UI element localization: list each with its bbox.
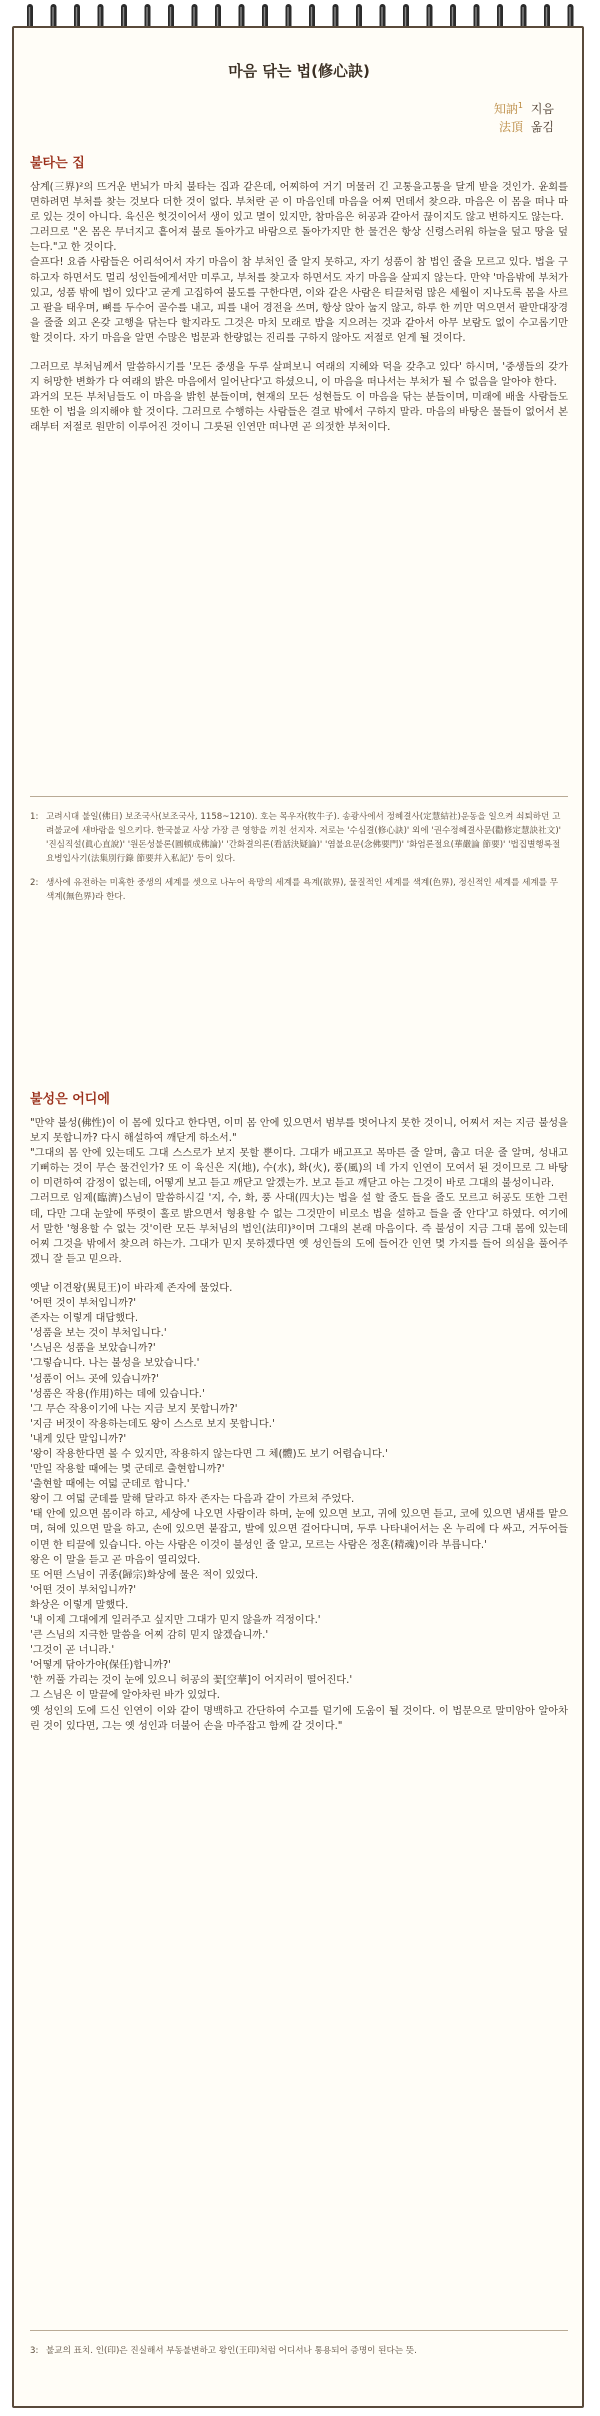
footnote-text: 생사에 유전하는 미혹한 중생의 세계를 셋으로 나누어 육망의 세계를 욕계(欲界), 물질적인 세계를 색계(色界), 정신적인 세계를 세계를 무색계(無色界)라 한다. — [46, 878, 559, 902]
translator-credit — [499, 118, 554, 135]
binding-ring-highlight — [146, 7, 147, 27]
page-title: 마음 닦는 법(修心訣) — [228, 62, 370, 80]
section-heading-burning-house: 불타는 집 — [30, 156, 85, 171]
paragraph: '어떤 것이 부처입니까?' — [30, 1584, 137, 1596]
paragraph: 그러므로 "온 몸은 무너지고 흩어져 불로 돌아가고 바람으로 돌아가지만 한 물건은 항상 신령스러워 하늘을 덮고 땅을 덮는다."고 한 것이다. — [30, 227, 568, 254]
paragraph: '내게 있단 말입니까?' — [30, 1433, 127, 1445]
paragraph: '한 꺼풀 가리는 것이 눈에 있으니 허공의 꽃[空華]이 어지러이 떨어진다.' — [30, 1675, 353, 1687]
paragraph: "만약 불성(佛性)이 이 몸에 있다고 한다면, 이미 몸 안에 있으면서 범부를 벗어나지 못한 것이니, 어찌서 저는 지금 불성을 보지 못합니까? 다시 해설하여 깨닫게 하소서." — [30, 1118, 568, 1145]
binding-ring-highlight — [546, 7, 547, 27]
binding-ring-highlight — [499, 7, 500, 27]
paragraph: 옛날 이견왕(異見王)이 바라제 존자에 물었다. — [30, 1282, 233, 1294]
paragraph: "그대의 몸 안에 있는데도 그대 스스로가 보지 못할 뿐이다. 그대가 배고프고 목마른 줄 알며, 춥고 더운 줄 알며, 성내고 기뻐하는 것이 무슨 물건인가? 또 이 육신은 지(地), 수(水), 화(火), 풍(風)의 네 가지 인연이 모여서 된 것이므로 그 바탕이 미련하여 감정이 없는데, 어떻게 보고 듣고 깨닫고 알겠는가. 보고 듣고 깨닫고 아는 그것이 바로 그대의 불성이니라. — [30, 1148, 568, 1190]
paragraph: '어떤 것이 부처입니까?' — [30, 1298, 137, 1310]
paragraph: 그러므로 부처님께서 말씀하시기를 '모든 중생을 두루 살펴보니 여래의 지혜와 덕을 갖추고 있다' 하시며, '중생들의 갖가지 허망한 변화가 다 여래의 밝은 마음에서 일어난다'고 하셨으니, 이 마음을 떠나서는 부처가 될 수 없음을 알아야 한다. — [30, 362, 568, 389]
author-credit — [494, 100, 554, 117]
paragraph: '출현할 때에는 여덟 군데로 합니다.' — [30, 1479, 190, 1491]
translator-role: 옮김 — [530, 120, 554, 134]
binding-ring-highlight — [264, 7, 265, 27]
footnote-number: 3: — [30, 2346, 39, 2356]
translator-name-hanja: 法頂 — [498, 120, 523, 134]
paragraph: 화상은 이렇게 말했다. — [30, 1599, 129, 1611]
footnote-number: 2: — [30, 878, 39, 888]
section-body-burning-house — [30, 180, 568, 436]
binding-ring-highlight — [170, 7, 171, 27]
paragraph: '지금 버젓이 작용하는데도 왕이 스스로 보지 못합니다.' — [30, 1418, 275, 1430]
paragraph: '성품을 보는 것이 부처입니다.' — [30, 1328, 167, 1340]
author-name-hanja: 知訥$^1$ — [493, 101, 523, 116]
document-page — [12, 26, 584, 2408]
paragraph: '태 안에 있으면 몸이라 하고, 세상에 나오면 사람이라 하며, 눈에 있으면 보고, 귀에 있으면 듣고, 코에 있으면 냄새를 맡으며, 혀에 있으면 말을 하고, 손에 있으면 붙잡고, 발에 있으면 걸어다니며, 두루 나타내어서는 온 누리에 다 싸고, 거두어들이면 한 티끌에 있습니다. 아는 사람은 이것이 불성인 줄 알고, 모르는 사람은 정혼(精魂)이라 부릅니다.' — [30, 1509, 568, 1551]
footnote — [30, 810, 568, 866]
footnote-text: 불교의 표치. 인(印)은 진실해서 부동불변하고 왕인(王印)처럼 어디서나 통용되어 증명이 된다는 뜻. — [46, 2346, 417, 2356]
binding-ring-highlight — [334, 7, 335, 27]
binding-ring-highlight — [452, 7, 453, 27]
binding-ring-highlight — [287, 7, 288, 27]
paragraph: '성품은 작용(作用)하는 데에 있습니다.' — [30, 1388, 205, 1400]
paragraph: 삼계(三界)²의 뜨거운 번뇌가 마치 불타는 집과 같은데, 어찌하여 거기 머물러 긴 고통을고통을 달게 받을 것인가. 윤회를 면하려면 부처를 찾는 것보다 더한 것이 없다. 부처란 곧 이 마음인데 마음을 어찌 먼데서 찾으랴. 마음은 이 몸을 떠나 따로 있는 것이 아니다. 육신은 헛것이어서 생이 있고 멸이 있지만, 참마음은 허공과 같아서 끊이지도 않고 변하지도 않는다. — [30, 182, 568, 224]
paragraph: '어떻게 닦아가야(保任)합니까?' — [30, 1660, 171, 1672]
section-body-buddha-nature — [30, 1116, 568, 1734]
binding-ring-highlight — [52, 7, 53, 27]
paragraph: 그 스님은 이 말끝에 알아차린 바가 있었다. — [30, 1690, 220, 1702]
paragraph: '왕이 작용한다면 볼 수 있지만, 작용하지 않는다면 그 체(體)도 보기 어렵습니다.' — [30, 1448, 388, 1460]
paragraph: '그것이 곧 너니라.' — [30, 1645, 115, 1657]
binding-ring-highlight — [522, 7, 523, 27]
paragraph: 옛 성인의 도에 드신 인연이 이와 같이 명백하고 간단하여 수고를 덜기에 도움이 될 것이다. 이 법문으로 말미암아 알아차린 것이 있다면, 그는 옛 성인과 더불어 손을 마주잡고 함께 갈 것이다." — [30, 1705, 568, 1732]
paragraph: 왕이 그 여덟 군데를 말해 달라고 하자 존자는 다음과 같이 가르쳐 주었다. — [30, 1494, 355, 1506]
binding-ring-highlight — [405, 7, 406, 27]
binding-ring-highlight — [240, 7, 241, 27]
paragraph: '그렇습니다. 나는 불성을 보았습니다.' — [30, 1358, 200, 1370]
paragraph: 그러므로 임제(臨濟)스님이 말씀하시길 '지, 수, 화, 풍 사대(四大)는 법을 설 할 줄도 들을 줄도 모르고 허공도 또한 그런데, 다만 그대 눈앞에 뚜렷이 홀로 밝으면서 형용할 수 없는 그것만이 비로소 법을 설하고 들을 줄 안다'고 하였다. 여기에서 말한 '형용할 수 없는 것'이란 모든 부처님의 법인(法印)³이며 그대의 본래 마음이다. 즉 불성이 지금 그대 몸에 있는데 어찌 그것을 밖에서 찾으려 하는가. 그대가 믿지 못하겠다면 옛 성인들의 도에 들어간 인연 몇 가지를 들어 의심을 풀어주겠니 잘 듣고 믿으라. — [30, 1193, 568, 1265]
binding-ring-highlight — [569, 7, 570, 27]
paragraph: 존자는 이렇게 대답했다. — [30, 1313, 139, 1325]
paragraph: 슬프다! 요즘 사람들은 어리석어서 자기 마음이 참 부처인 줄 알지 못하고, 자기 성품이 참 법인 줄을 모르고 있다. 법을 구하고자 하면서도 멀리 성인들에게서만 미루고, 부처를 찾고자 하면서도 자기 마음을 살피지 않는다. 만약 '마음밖에 부처가 있고, 성품 밖에 법이 있다'고 굳게 고집하여 불도를 구한다면, 이와 같은 사람은 티끌처럼 많은 세월이 지나도록 몸을 사르고 팔을 태우며, 뼈를 두수어 골수를 내고, 피를 내어 경전을 쓰며, 항상 앉아 눕지 않고, 하루 한 끼만 먹으면서 팔만대장경을 줄줄 외고 온갖 고행을 닦는다 할지라도 그것은 마치 모래로 밥을 지으려는 것과 같아서 아무 보람도 없이 수고롭기만 할 것이다. 자기 마음을 알면 수많은 법문과 한량없는 진리를 구하지 않아도 저절로 얻게 될 것이다. — [30, 257, 568, 344]
binding-ring-highlight — [76, 7, 77, 27]
footnote-number: 1: — [30, 812, 39, 822]
binding-ring-highlight — [99, 7, 100, 27]
binding-ring-highlight — [311, 7, 312, 27]
binding-ring-highlight — [123, 7, 124, 27]
footnote — [30, 876, 568, 904]
binding-ring-highlight — [381, 7, 382, 27]
binding-ring-highlight — [475, 7, 476, 27]
paragraph: '스님은 성품을 보았습니까?' — [30, 1343, 156, 1355]
binding-ring-highlight — [29, 7, 30, 27]
binding-ring-highlight — [358, 7, 359, 27]
paragraph: '그 무슨 작용이기에 나는 지금 보지 못합니까?' — [30, 1403, 238, 1415]
paragraph: 과거의 모든 부처님들도 이 마음을 밝힌 분들이며, 현재의 모든 성현들도 이 마음을 닦는 분들이며, 미래에 배울 사람들도 또한 이 법을 의지해야 할 것이다. 그러므로 수행하는 사람들은 결코 밖에서 구하지 말라. 마음의 바탕은 물들이 없어서 본래부터 저절로 원만히 이루어진 것이니 그릇된 인연만 떠나면 곧 의젓한 부처이다. — [30, 392, 568, 434]
footnote-divider — [30, 2330, 568, 2331]
paragraph: '만일 작용할 때에는 몇 군데로 출현합니까?' — [30, 1464, 225, 1476]
footnote-divider — [30, 796, 568, 797]
footnote-text: 고려시대 불일(佛日) 보조국사(보조국사, 1158~1210). 호는 목우자(牧牛子). 송광사에서 정혜결사(定慧結社)운동을 일으켜 쇠퇴하던 고려불교에 새바람을 일으키다. 한국불교 사상 가장 큰 영향을 끼친 선지자. 저로는 '수심결(修心訣)' 외에 '권수정혜결사문(勸修定慧訣社文)' '진심직설(眞心直說)' '원돈성불론(圓頓成佛論)' '간화결의론(看話決疑論)' '염불요문(念佛要門)' '화엄론절요(華嚴論 節要)' '법집별행록절요병입사기(法集別行錄 節要幷入私記)' 등이 있다. — [46, 812, 562, 864]
binding-ring-highlight — [217, 7, 218, 27]
binding-ring-highlight — [428, 7, 429, 27]
footnotes-section-1 — [30, 810, 568, 904]
section-heading-buddha-nature: 불성은 어디에 — [30, 1092, 110, 1107]
binding-ring-highlight — [193, 7, 194, 27]
paragraph: 또 어떤 스님이 귀종(歸宗)화상에 물은 적이 있었다. — [30, 1569, 259, 1581]
author-role: 지음 — [530, 102, 554, 116]
paragraph: '큰 스님의 지극한 말씀을 어찌 감히 믿지 않겠습니까.' — [30, 1630, 269, 1642]
footnote — [30, 2344, 568, 2358]
paragraph: 왕은 이 말을 듣고 곧 마음이 열리었다. — [30, 1554, 201, 1566]
paragraph: '성품이 어느 곳에 있습니까?' — [30, 1373, 159, 1385]
paragraph: '내 이제 그대에게 일러주고 싶지만 그대가 믿지 않을까 걱정이다.' — [30, 1615, 321, 1626]
footnotes-section-2 — [30, 2344, 568, 2358]
